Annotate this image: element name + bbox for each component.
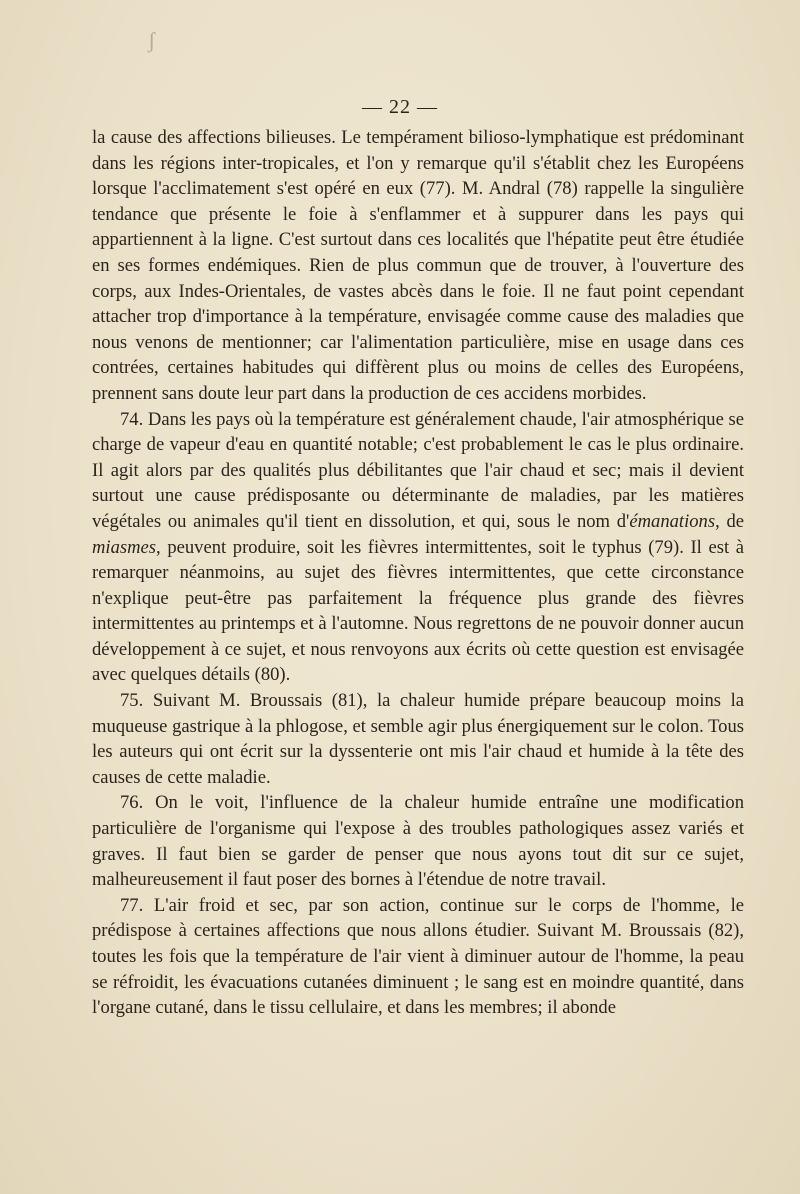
italic-term-miasmes: miasmes: [92, 536, 157, 558]
paragraph-text: L'air froid et sec, par son action, continue sur le corps de l'homme, le prédispose à certaines affections que nous allons étudier. Suivant M. Broussais (82), toutes les fois que la température de l'air vient à diminuer autour de l'homme, la peau se réfroidit, les évacuations cutanées diminuent ; le sang est en moindre quantité, dans l'organe cutané, dans le tissu cellulaire, et dans les membres; il abonde: [92, 894, 744, 1019]
paragraph-text: la cause des affections bilieuses. Le tempérament bilioso-lymphatique est prédominant dans les régions inter-tropicales, et l'on y remarque qu'il s'établit chez les Européens lorsque l'acclimatement s'est opéré en eux (77). M. Andral (78) rappelle la singulière tendance que présente le foie à s'enflammer et à suppurer dans les pays qui appartiennent à la ligne. C'est surtout dans ces localités que l'hépatite peut être étudiée en ses formes endémiques. Rien de plus commun que de trouver, à l'ouverture des corps, aux Indes-Orientales, de vastes abcès dans le foie. Il ne faut point cependant attacher trop d'importance à la température, envisagée comme cause des maladies que nous venons de mentionner; car l'alimentation particulière, mise en usage dans ces contrées, certaines habitudes qui diffèrent plus ou moins de celles des Européens, prennent sans doute leur part dans la production de ces accidens morbides.: [92, 127, 744, 404]
paragraph-77: [92, 893, 744, 1021]
paragraph-74: [92, 407, 744, 689]
paragraph-text-after: , peuvent produire, soit les fièvres intermittentes, soit le typhus (79). Il est à remarquer néanmoins, au sujet des fièvres intermittentes, que cette circonstance n'explique peut-être pas parfaitement la fréquence plus grande des fièvres intermittentes au printemps et à l'automne. Nous regrettons de ne pouvoir donner aucun développement à ce sujet, et nous renvoyons aux écrits où cette question est envisagée avec quelques détails (80).: [92, 536, 744, 686]
paragraph-76: [92, 790, 744, 892]
paragraph-number: 74.: [120, 408, 144, 430]
paragraph-number: 75.: [120, 690, 144, 712]
page-number: — 22 —: [362, 96, 438, 118]
paragraph-number: 76.: [120, 792, 144, 814]
paragraph-75: [92, 688, 744, 790]
margin-mark: ʃ: [148, 28, 156, 53]
paragraph-text: Suivant M. Broussais (81), la chaleur humide prépare beaucoup moins la muqueuse gastrique à la phlogose, et semble agir plus énergiquement sur le colon. Tous les auteurs qui ont écrit sur la dyssenterie ont mis l'air chaud et humide à la tête des causes de cette maladie.: [92, 690, 744, 788]
paragraph-text-before: Dans les pays où la température est généralement chaude, l'air atmosphérique se charge de vapeur d'eau en quantité notable; c'est probablement le cas le plus ordinaire. Il agit alors par des qualités plus débilitantes que l'air chaud et sec; mais il devient surtout une cause prédisposante ou déterminante de maladies, par les matières végétales ou animales qu'il tient en dissolution, et qui, sous le nom d': [92, 408, 744, 532]
paragraph-continued: [92, 125, 744, 407]
paragraph-text-mid: , de: [715, 510, 744, 532]
paragraph-number: 77.: [120, 894, 144, 916]
italic-term-emanations: émanations: [629, 510, 716, 532]
text-body: [92, 125, 744, 1021]
paragraph-text: On le voit, l'influence de la chaleur humide entraîne une modification particulière de l'organisme qui l'expose à des troubles pathologiques assez variés et graves. Il faut bien se garder de penser que nous ayons tout dit sur ce sujet, malheureusement il faut poser des bornes à l'étendue de notre travail.: [92, 792, 745, 891]
